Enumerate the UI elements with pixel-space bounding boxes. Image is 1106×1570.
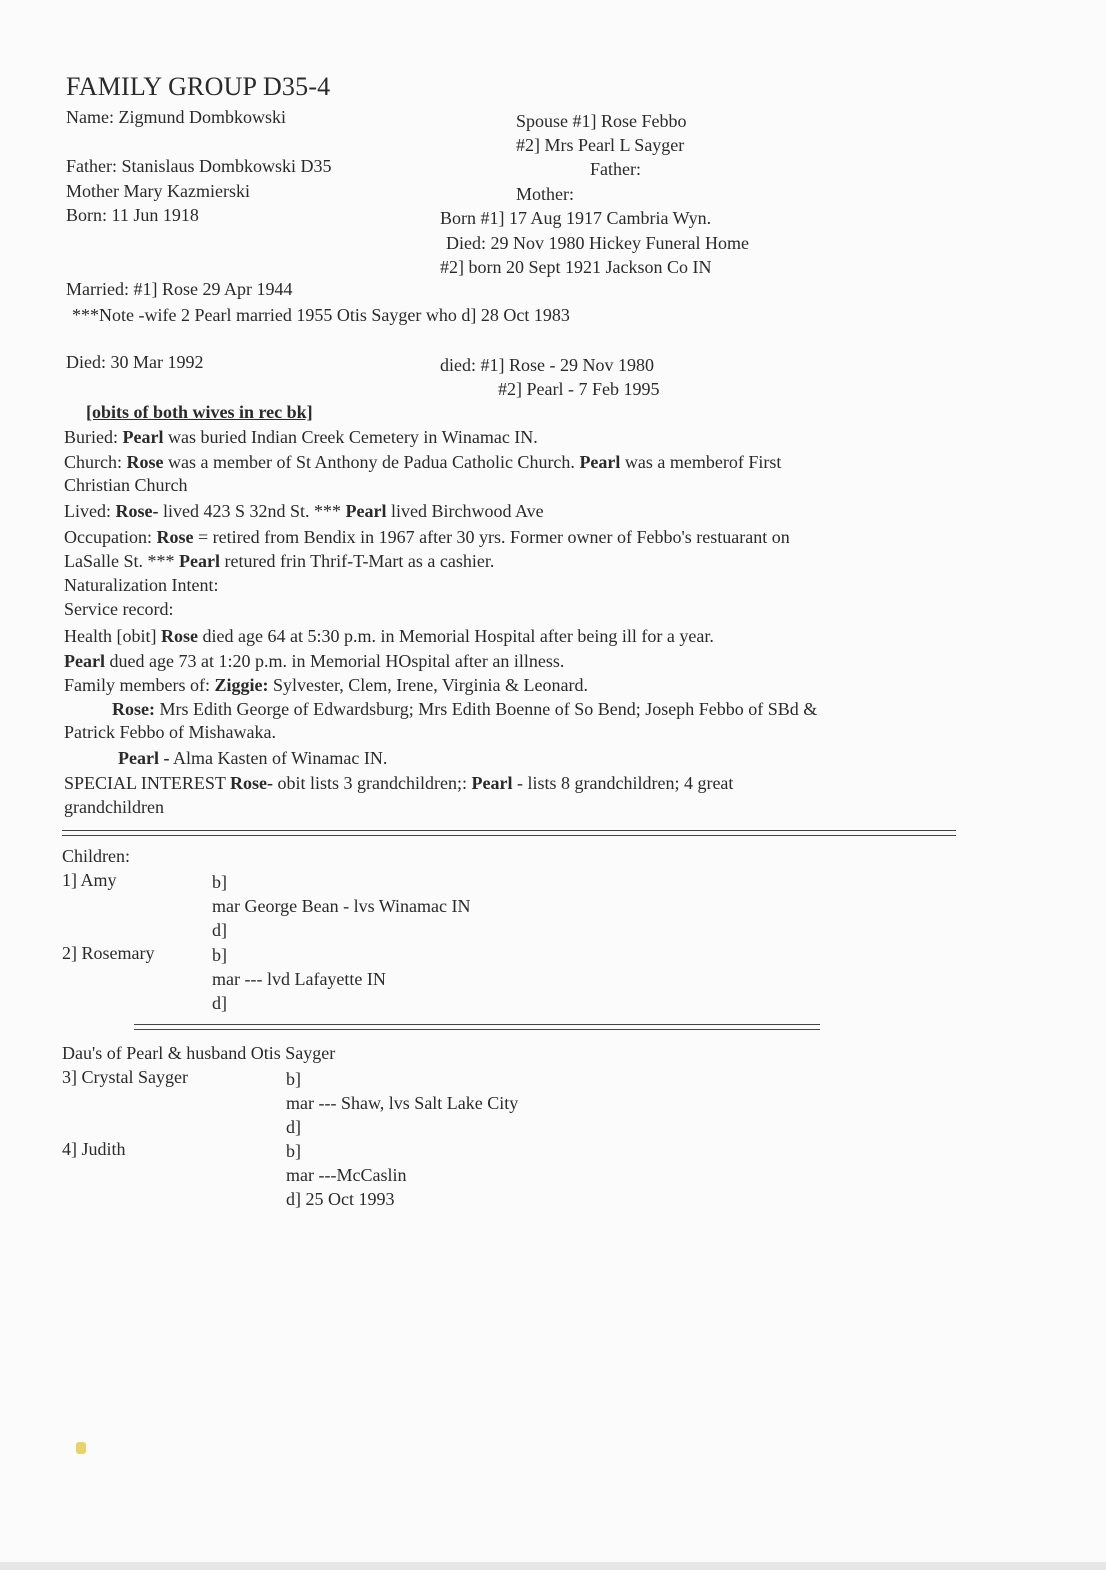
child-born: b] — [212, 872, 227, 892]
special-text-2: - lists 8 grandchildren; 4 great — [512, 773, 734, 793]
page-title: FAMILY GROUP D35-4 — [66, 72, 331, 101]
child-name: 1] Amy — [62, 870, 117, 890]
special-line-2: grandchildren — [64, 797, 164, 817]
occupation-text-2: LaSalle St. *** — [64, 551, 179, 571]
child-died: d] — [212, 920, 227, 940]
special-label: SPECIAL INTEREST — [64, 773, 231, 793]
died-field: Died: 30 Mar 1992 — [66, 352, 204, 372]
scan-bottom-edge — [0, 1562, 1106, 1570]
occupation-line — [64, 526, 790, 548]
church-line-2: Christian Church — [64, 475, 188, 495]
family-line — [64, 674, 588, 696]
special-name-2: Pearl — [471, 773, 513, 793]
child-married: mar ---McCaslin — [286, 1165, 407, 1185]
child-died: d] 25 Oct 1993 — [286, 1189, 395, 1209]
child-name: 4] Judith — [62, 1139, 126, 1159]
child-married: mar --- lvd Lafayette IN — [212, 969, 386, 989]
child-born: b] — [286, 1141, 301, 1161]
divider — [134, 1024, 820, 1030]
church-name-1: Rose — [126, 452, 164, 472]
child-name: 2] Rosemary — [62, 943, 155, 963]
lived-text-2: lived Birchwood Ave — [386, 501, 544, 521]
father-field: Father: Stanislaus Dombkowski D35 — [66, 156, 332, 176]
buried-line — [64, 426, 538, 448]
church-text-1: was a member of St Anthony de Padua Catholic Church. — [163, 452, 580, 472]
child-died: d] — [286, 1117, 301, 1137]
obits-note: [obits of both wives in rec bk] — [86, 402, 313, 422]
lived-line — [64, 500, 544, 522]
spouse2-died-summary: #2] Pearl - 7 Feb 1995 — [498, 379, 660, 399]
buried-name: Pearl — [122, 427, 164, 447]
spouse-mother-field: Mother: — [516, 184, 574, 204]
note-line: ***Note -wife 2 Pearl married 1955 Otis Sayger who d] 28 Oct 1983 — [72, 305, 570, 325]
spouse1-field: Spouse #1] Rose Febbo — [516, 111, 687, 131]
family-name-pearl: Pearl - — [118, 748, 170, 768]
buried-label: Buried: — [64, 427, 123, 447]
spouse2-born-field: #2] born 20 Sept 1921 Jackson Co IN — [440, 257, 712, 277]
children-header: Children: — [62, 846, 130, 866]
health-line — [64, 625, 714, 647]
occupation-name-1: Rose — [156, 527, 194, 547]
health-text-2: dued age 73 at 1:20 p.m. in Memorial HOspital after an illness. — [104, 651, 565, 671]
spouse1-born-field: Born #1] 17 Aug 1917 Cambria Wyn. — [440, 208, 712, 228]
child-born: b] — [212, 945, 227, 965]
spouse1-died-field: Died: 29 Nov 1980 Hickey Funeral Home — [446, 233, 749, 253]
church-line — [64, 451, 781, 473]
family-rose-line — [112, 698, 817, 720]
occupation-name-2: Pearl — [179, 551, 220, 571]
occupation-text-1: = retired from Bendix in 1967 after 30 yrs. Former owner of Febbo's restuarant on — [193, 527, 790, 547]
spouse-father-field: Father: — [590, 159, 641, 179]
lived-label: Lived: — [64, 501, 116, 521]
naturalization-field: Naturalization Intent: — [64, 575, 219, 595]
spouse1-died-summary: died: #1] Rose - 29 Nov 1980 — [440, 355, 654, 375]
health-name-2: Pearl — [64, 651, 105, 671]
mother-field: Mother Mary Kazmierski — [66, 181, 250, 201]
child-married: mar George Bean - lvs Winamac IN — [212, 896, 471, 916]
occupation-text-3: retured frin Thrif-T-Mart as a cashier. — [219, 551, 495, 571]
service-field: Service record: — [64, 599, 174, 619]
occupation-line-2 — [64, 550, 494, 572]
family-text-rose: Mrs Edith George of Edwardsburg; Mrs Edith Boenne of So Bend; Joseph Febbo of SBd & — [155, 699, 818, 719]
child-died: d] — [212, 993, 227, 1013]
lived-name-2: Pearl — [345, 501, 387, 521]
child-name: 3] Crystal Sayger — [62, 1067, 188, 1087]
health-label: Health [obit] — [64, 626, 161, 646]
health-name-1: Rose — [160, 626, 198, 646]
family-text-ziggie: Sylvester, Clem, Irene, Virginia & Leonard. — [268, 675, 588, 695]
family-pearl-line — [118, 747, 387, 769]
church-text-2: was a memberof First — [620, 452, 782, 472]
family-name-ziggie: Ziggie: — [214, 675, 269, 695]
married-field: Married: #1] Rose 29 Apr 1944 — [66, 279, 293, 299]
born-field: Born: 11 Jun 1918 — [66, 205, 199, 225]
daughters-header: Dau's of Pearl & husband Otis Sayger — [62, 1043, 336, 1063]
family-name-rose: Rose: — [112, 699, 155, 719]
church-label: Church: — [64, 452, 127, 472]
spouse2-field: #2] Mrs Pearl L Sayger — [516, 135, 685, 155]
lived-name-1: Rose- — [115, 501, 159, 521]
scan-speck — [76, 1442, 86, 1454]
health-line-2 — [64, 650, 564, 672]
special-name-1: Rose- — [230, 773, 274, 793]
family-text-pearl: Alma Kasten of Winamac IN. — [169, 748, 388, 768]
lived-text-1: lived 423 S 32nd St. *** — [158, 501, 346, 521]
child-married: mar --- Shaw, lvs Salt Lake City — [286, 1093, 519, 1113]
occupation-label: Occupation: — [64, 527, 157, 547]
divider — [62, 830, 956, 836]
family-label: Family members of: — [64, 675, 215, 695]
church-name-2: Pearl — [579, 452, 621, 472]
family-rose-line-2: Patrick Febbo of Mishawaka. — [64, 722, 276, 742]
special-line — [64, 772, 733, 794]
child-born: b] — [286, 1069, 301, 1089]
name-field: Name: Zigmund Dombkowski — [66, 107, 286, 127]
health-text-1: died age 64 at 5:30 p.m. in Memorial Hospital after being ill for a year. — [197, 626, 714, 646]
buried-text: was buried Indian Creek Cemetery in Winamac IN. — [163, 427, 538, 447]
special-text-1: obit lists 3 grandchildren;: — [273, 773, 472, 793]
